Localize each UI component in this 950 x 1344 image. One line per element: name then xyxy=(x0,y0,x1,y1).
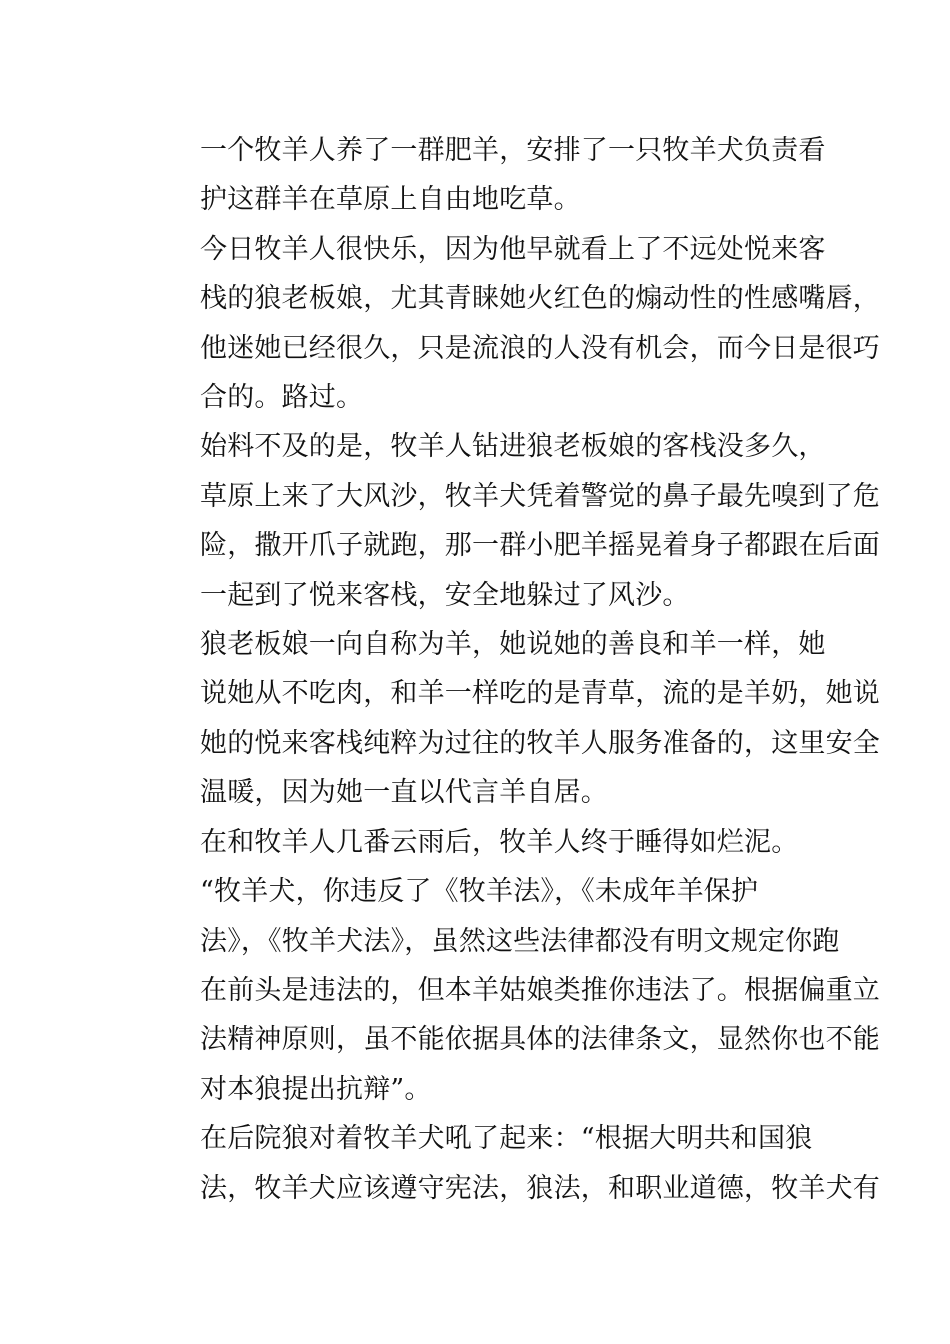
text-line: 在后院狼对着牧羊犬吼了起来：“根据大明共和国狼 xyxy=(200,1123,813,1155)
text-line: 法精神原则，虽不能依据具体的法律条文，显然你也不能 xyxy=(200,1024,880,1056)
paragraph xyxy=(146,225,880,423)
text-line: 护这群羊在草原上自由地吃草。 xyxy=(200,184,581,216)
text-line: 一起到了悦来客栈，安全地躲过了风沙。 xyxy=(200,579,690,611)
text-line: 险，撒开爪子就跑，那一群小肥羊摇晃着身子都跟在后面 xyxy=(200,530,880,562)
text-line: 合的。路过。 xyxy=(200,382,364,414)
paragraph xyxy=(146,818,808,867)
text-line: “牧羊犬，你违反了《牧羊法》，《未成年羊保护 xyxy=(200,876,759,908)
text-line: 草原上来了大风沙，牧羊犬凭着警觉的鼻子最先嗅到了危 xyxy=(200,480,880,512)
paragraph xyxy=(146,620,880,818)
text-line: 今日牧羊人很快乐，因为他早就看上了不远处悦来客 xyxy=(200,233,826,265)
text-line: 栈的狼老板娘，尤其青睐她火红色的煽动性的性感嘴唇， xyxy=(200,283,880,315)
text-line: 始料不及的是，牧羊人钻进狼老板娘的客栈没多久， xyxy=(200,431,826,463)
text-line: 法，牧羊犬应该遵守宪法，狼法，和职业道德，牧羊犬有 xyxy=(200,1172,880,1204)
article-body xyxy=(146,126,880,1213)
text-line: 在前头是违法的，但本羊姑娘类推你违法了。根据偏重立 xyxy=(200,974,880,1006)
text-line: 说她从不吃肉，和羊一样吃的是青草，流的是羊奶，她说 xyxy=(200,678,880,710)
paragraph xyxy=(146,422,880,620)
text-line: 法》，《牧羊犬法》，虽然这些法律都没有明文规定你跑 xyxy=(200,925,840,957)
text-line: 在和牧羊人几番云雨后，牧羊人终于睡得如烂泥。 xyxy=(200,826,799,858)
paragraph xyxy=(146,1114,880,1213)
paragraph xyxy=(146,867,880,1114)
text-line: 温暖，因为她一直以代言羊自居。 xyxy=(200,777,608,809)
text-line: 他迷她已经很久，只是流浪的人没有机会，而今日是很巧 xyxy=(200,332,880,364)
paragraph xyxy=(146,126,826,225)
text-line: 一个牧羊人养了一群肥羊，安排了一只牧羊犬负责看 xyxy=(200,135,826,166)
text-line: 对本狼提出抗辩”。 xyxy=(200,1073,432,1105)
text-line: 她的悦来客栈纯粹为过往的牧羊人服务准备的，这里安全 xyxy=(200,727,880,759)
text-line: 狼老板娘一向自称为羊，她说她的善良和羊一样，她 xyxy=(200,629,826,661)
